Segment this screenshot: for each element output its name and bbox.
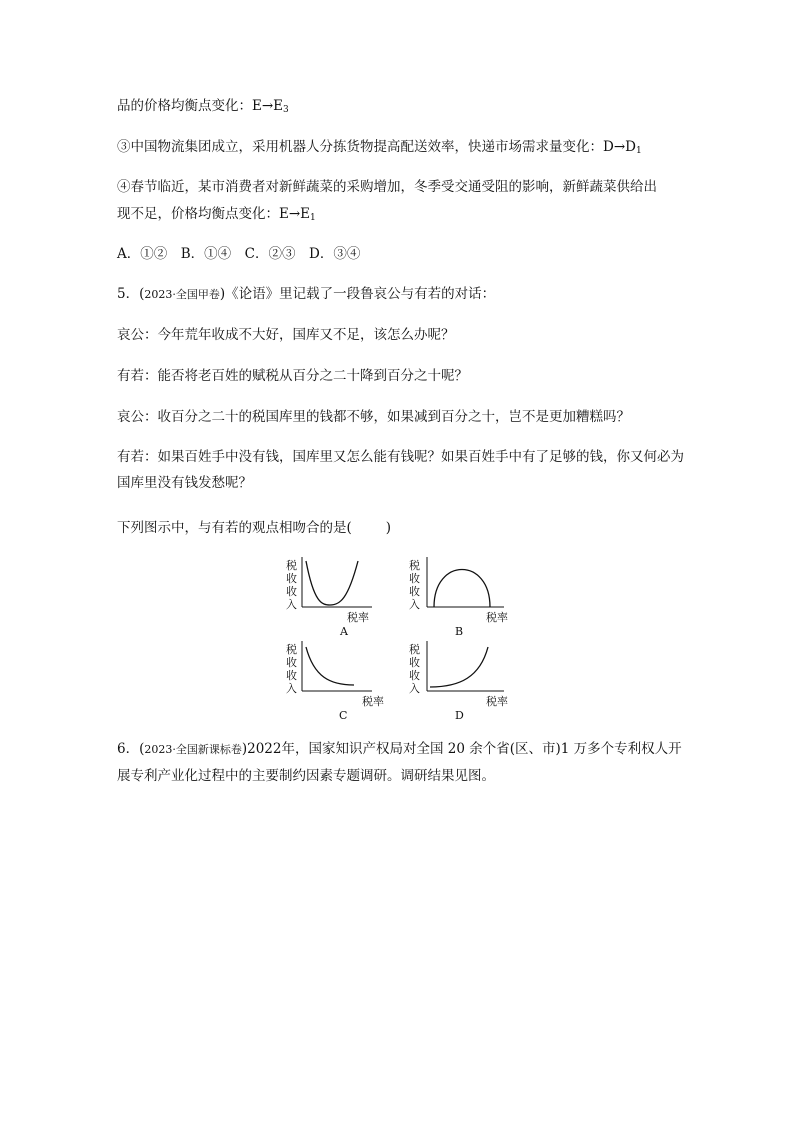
question-5-header bbox=[117, 285, 694, 304]
dialogue-text: 有若：如果百姓手中没有钱，国库里又怎么能有钱呢？如果百姓手中有了足够的钱，你又何必为国库里没有钱发愁呢？ bbox=[117, 449, 684, 491]
dialogue-line-4 bbox=[117, 444, 694, 496]
x-label: 税率 bbox=[362, 695, 384, 708]
y-label-char: 收 bbox=[409, 585, 420, 598]
y-label-char: 税 bbox=[409, 643, 420, 656]
question-text: )2022年，国家知识产权局对全国 20 余个省(区、市)1 万多个专利权人开展专利产业化过程中的主要制约因素专题调研。调研结果见图。 bbox=[117, 741, 682, 784]
y-label-char: 收 bbox=[409, 572, 420, 585]
y-label-char: 税 bbox=[286, 643, 297, 656]
line-text: 品的价格均衡点变化：E→E bbox=[117, 98, 284, 114]
graph-c-curve bbox=[306, 647, 354, 685]
graph-a-curve bbox=[306, 561, 358, 605]
dialogue-line-3 bbox=[117, 408, 694, 426]
answer-options bbox=[117, 245, 694, 263]
graph-d-curve bbox=[430, 647, 488, 687]
y-label-char: 收 bbox=[409, 656, 420, 669]
graph-b-curve bbox=[434, 570, 490, 608]
y-label-char: 收 bbox=[286, 669, 297, 682]
graphs-svg bbox=[262, 555, 522, 725]
graph-label-d: D bbox=[455, 709, 464, 722]
question-number: 5．( bbox=[117, 286, 145, 302]
question-source: 2023·全国新课标卷 bbox=[144, 743, 242, 756]
text-line-spring-festival bbox=[117, 178, 694, 196]
y-label-char: 入 bbox=[286, 682, 297, 695]
text-line-spring-festival-cont bbox=[117, 205, 694, 227]
y-label-char: 收 bbox=[409, 669, 420, 682]
text-line-logistics bbox=[117, 138, 694, 160]
question-5-prompt bbox=[117, 519, 694, 537]
graph-d bbox=[409, 641, 508, 722]
dialogue-line-2 bbox=[117, 367, 694, 385]
line-text: ③中国物流集团成立，采用机器人分拣货物提高配送效率，快递市场需求量变化：D→D bbox=[117, 139, 636, 155]
dialogue-text: 有若：能否将老百姓的赋税从百分之二十降到百分之十呢？ bbox=[117, 368, 468, 384]
dialogue-text: 哀公：收百分之二十的税国库里的钱都不够，如果减到百分之十，岂不是更加糟糕吗？ bbox=[117, 409, 630, 425]
line-subscript: 3 bbox=[283, 105, 289, 115]
options-text: A．①② B．①④ C．②③ D．③④ bbox=[117, 246, 361, 262]
x-label: 税率 bbox=[486, 611, 508, 624]
question-6 bbox=[117, 736, 694, 789]
text-line-price-equilibrium bbox=[117, 97, 694, 119]
x-label: 税率 bbox=[347, 611, 369, 624]
y-label-char: 入 bbox=[286, 598, 297, 611]
y-label-char: 入 bbox=[409, 598, 420, 611]
y-label-char: 收 bbox=[286, 656, 297, 669]
y-label-char: 入 bbox=[409, 682, 420, 695]
line-text: ④春节临近，某市消费者对新鲜蔬菜的采购增加，冬季受交通受阻的影响，新鲜蔬菜供给出 bbox=[117, 179, 657, 195]
prompt-text: 下列图示中，与有若的观点相吻合的是( bbox=[117, 520, 352, 536]
prompt-close-paren: ) bbox=[385, 520, 392, 536]
graph-b bbox=[409, 557, 508, 638]
line-subscript: 1 bbox=[635, 146, 642, 156]
graph-label-b: B bbox=[455, 625, 464, 638]
y-label-char: 收 bbox=[286, 572, 297, 585]
question-number: 6．( bbox=[117, 741, 145, 757]
graph-a bbox=[286, 557, 372, 638]
dialogue-text: 哀公：今年荒年收成不大好，国库又不足，该怎么办呢？ bbox=[117, 327, 455, 343]
line-subscript: 1 bbox=[310, 213, 316, 223]
x-label: 税率 bbox=[486, 695, 508, 708]
y-label-char: 收 bbox=[286, 585, 297, 598]
y-label-char: 税 bbox=[286, 559, 297, 572]
graph-label-c: C bbox=[339, 709, 348, 722]
graph-c bbox=[286, 641, 384, 722]
line-text: 现不足，价格均衡点变化：E→E bbox=[117, 206, 311, 222]
question-text: )《论语》里记载了一段鲁哀公与有若的对话： bbox=[219, 286, 496, 302]
question-source: 2023·全国甲卷 bbox=[144, 288, 220, 301]
y-label-char: 税 bbox=[409, 559, 420, 572]
graph-label-a: A bbox=[340, 625, 348, 638]
dialogue-line-1 bbox=[117, 326, 694, 344]
answer-graphs bbox=[262, 555, 522, 725]
